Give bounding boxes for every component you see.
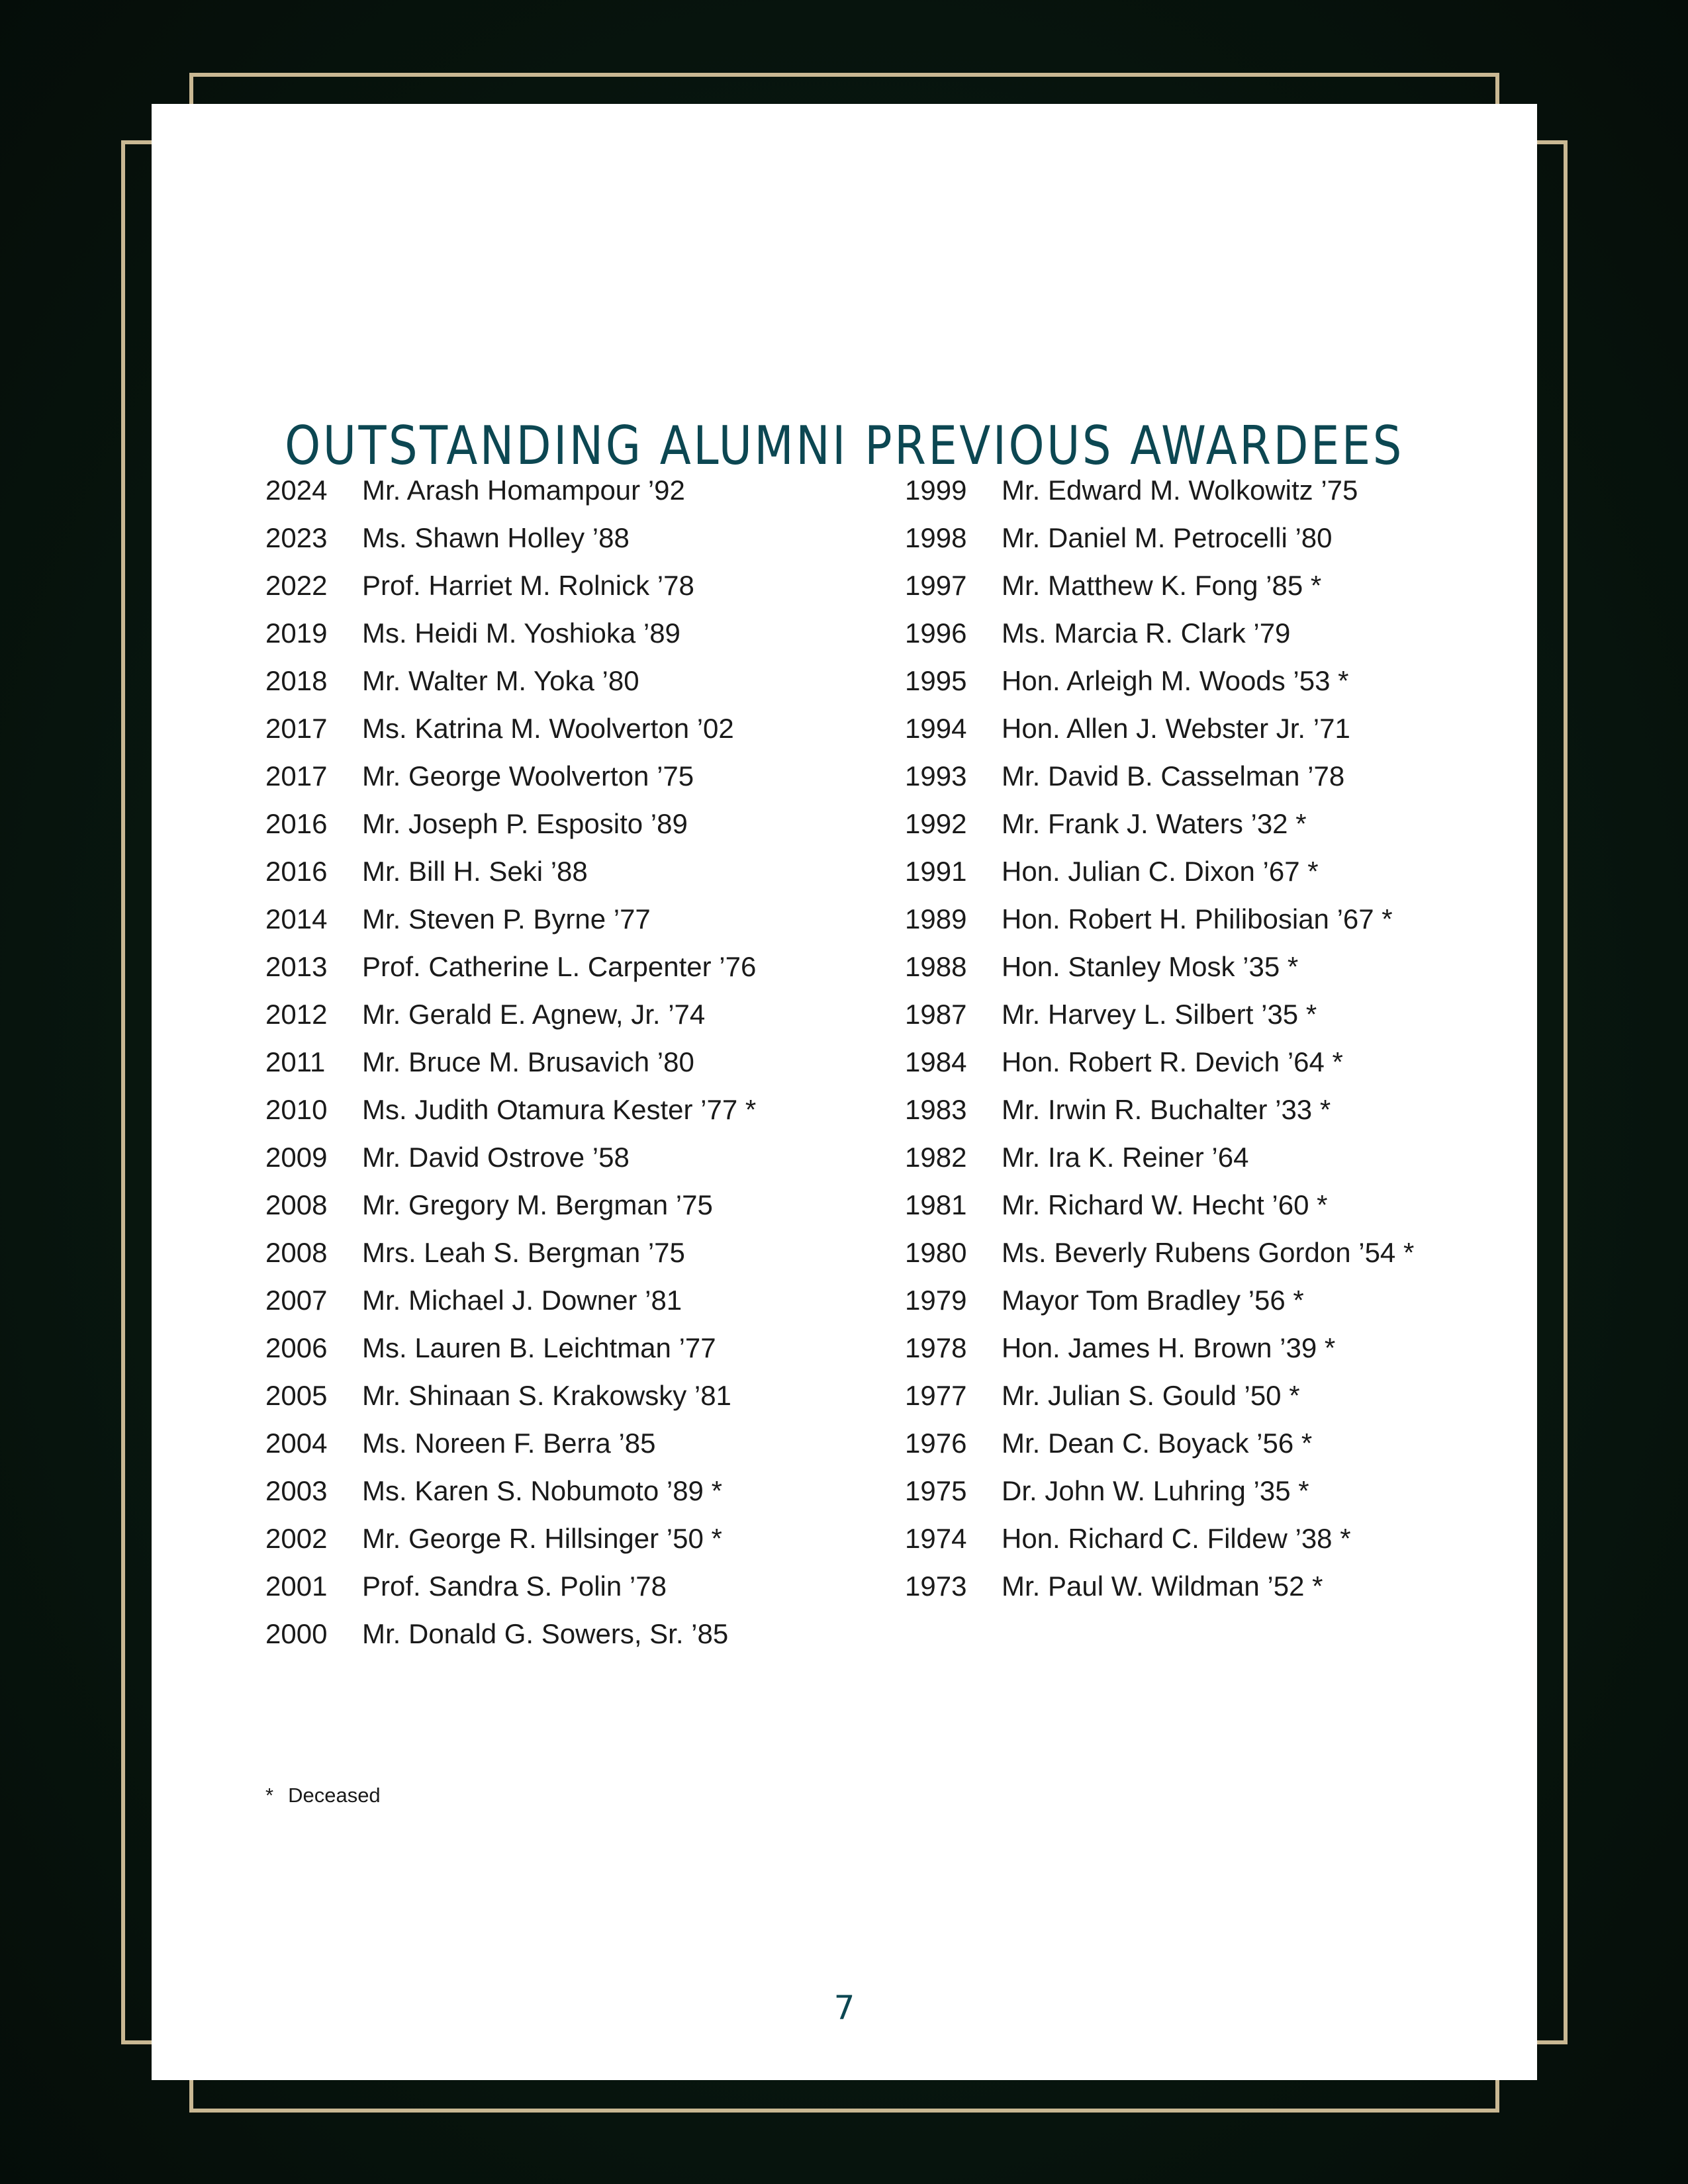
awardee-name: Hon. Stanley Mosk ’35 *	[1002, 951, 1299, 982]
award-year: 2012	[265, 999, 328, 1030]
awardee-name: Ms. Beverly Rubens Gordon ’54 *	[1002, 1237, 1415, 1268]
awardee-row	[905, 705, 1414, 752]
awardee-name: Mr. Walter M. Yoka ’80	[362, 665, 639, 696]
awardee-name: Mr. Frank J. Waters ’32 *	[1002, 808, 1307, 839]
awardee-row	[905, 1467, 1414, 1515]
award-year: 1987	[905, 999, 967, 1030]
award-year: 2007	[265, 1285, 328, 1316]
awardee-row	[265, 1134, 756, 1181]
award-year: 1988	[905, 951, 967, 982]
deceased-legend	[265, 1784, 381, 1807]
awardee-name: Mr. Arash Homampour ’92	[362, 475, 685, 506]
awardee-row	[905, 562, 1414, 610]
awardee-name: Mr. Michael J. Downer ’81	[362, 1285, 682, 1316]
award-year: 2019	[265, 617, 328, 649]
legend-text: Deceased	[288, 1784, 381, 1807]
awardee-name: Mr. Dean C. Boyack ’56 *	[1002, 1428, 1313, 1459]
awardee-name: Ms. Heidi M. Yoshioka ’89	[362, 617, 680, 649]
awardee-name: Mr. George R. Hillsinger ’50 *	[362, 1523, 722, 1554]
awardee-row	[905, 848, 1414, 895]
awardee-row	[265, 1467, 756, 1515]
award-year: 2017	[265, 713, 328, 744]
awardee-row	[905, 800, 1414, 848]
awardee-row	[905, 1372, 1414, 1420]
award-year: 2008	[265, 1189, 328, 1220]
awardee-name: Ms. Judith Otamura Kester ’77 *	[362, 1094, 757, 1125]
award-year: 1993	[905, 760, 967, 792]
awardees-list-right	[905, 467, 1414, 1610]
awardee-name: Ms. Karen S. Nobumoto ’89 *	[362, 1475, 722, 1506]
award-year: 2017	[265, 760, 328, 792]
awardee-name: Mr. Ira K. Reiner ’64	[1002, 1142, 1249, 1173]
award-year: 1994	[905, 713, 967, 744]
awardee-row	[265, 1229, 756, 1277]
award-year: 2011	[265, 1046, 326, 1077]
award-year: 2024	[265, 475, 328, 506]
award-year: 2016	[265, 808, 328, 839]
awardee-row	[905, 1420, 1414, 1467]
awardee-row	[265, 800, 756, 848]
awardee-name: Mr. Julian S. Gould ’50 *	[1002, 1380, 1300, 1411]
awardee-name: Ms. Noreen F. Berra ’85	[362, 1428, 656, 1459]
award-year: 1982	[905, 1142, 967, 1173]
award-year: 1977	[905, 1380, 967, 1411]
awardee-name: Dr. John W. Luhring ’35 *	[1002, 1475, 1309, 1506]
awardee-row	[265, 1038, 756, 1086]
award-year: 2014	[265, 903, 328, 934]
awardee-name: Mr. Donald G. Sowers, Sr. ’85	[362, 1618, 729, 1649]
awardee-name: Hon. Arleigh M. Woods ’53 *	[1002, 665, 1349, 696]
award-year: 1973	[905, 1570, 967, 1602]
awardee-row	[905, 1134, 1414, 1181]
page-number: 7	[833, 1989, 855, 2027]
awardee-name: Mr. George Woolverton ’75	[362, 760, 694, 792]
awardee-row	[265, 610, 756, 657]
award-year: 1978	[905, 1332, 967, 1363]
award-year: 1981	[905, 1189, 967, 1220]
awardee-row	[905, 467, 1414, 514]
awardee-name: Mr. Steven P. Byrne ’77	[362, 903, 651, 934]
award-year: 1975	[905, 1475, 967, 1506]
awardee-name: Mr. Paul W. Wildman ’52 *	[1002, 1570, 1323, 1602]
awardee-name: Ms. Shawn Holley ’88	[362, 522, 630, 553]
awardee-name: Mr. Bruce M. Brusavich ’80	[362, 1046, 694, 1077]
awardee-row	[905, 895, 1414, 943]
awardee-name: Ms. Lauren B. Leichtman ’77	[362, 1332, 716, 1363]
awardee-row	[905, 514, 1414, 562]
awardee-name: Hon. Robert R. Devich ’64 *	[1002, 1046, 1343, 1077]
award-year: 2018	[265, 665, 328, 696]
awardee-row	[905, 610, 1414, 657]
award-year: 2023	[265, 522, 328, 553]
awardee-row	[265, 514, 756, 562]
awardee-row	[905, 1086, 1414, 1134]
awardee-row	[265, 752, 756, 800]
award-year: 1996	[905, 617, 967, 649]
award-year: 1991	[905, 856, 967, 887]
award-year: 2008	[265, 1237, 328, 1268]
awardee-row	[265, 895, 756, 943]
awardee-name: Hon. Julian C. Dixon ’67 *	[1002, 856, 1319, 887]
awardee-name: Ms. Katrina M. Woolverton ’02	[362, 713, 734, 744]
awardees-list-left	[265, 467, 756, 1658]
awardee-row	[905, 1181, 1414, 1229]
awardee-name: Mr. David B. Casselman ’78	[1002, 760, 1345, 792]
awardee-name: Mayor Tom Bradley ’56 *	[1002, 1285, 1304, 1316]
award-year: 2009	[265, 1142, 328, 1173]
awardee-name: Mr. Daniel M. Petrocelli ’80	[1002, 522, 1333, 553]
award-year: 2000	[265, 1618, 328, 1649]
awardee-row	[905, 1324, 1414, 1372]
awardee-row	[265, 1610, 756, 1658]
awardee-row	[905, 1563, 1414, 1610]
award-year: 2001	[265, 1570, 328, 1602]
page-title: OUTSTANDING ALUMNI PREVIOUS AWARDEES	[285, 415, 1404, 477]
awardee-row	[265, 1563, 756, 1610]
awardee-name: Mr. David Ostrove ’58	[362, 1142, 630, 1173]
awardee-name: Mr. Joseph P. Esposito ’89	[362, 808, 688, 839]
award-year: 1983	[905, 1094, 967, 1125]
awardee-row	[905, 1515, 1414, 1563]
awardee-name: Mr. Irwin R. Buchalter ’33 *	[1002, 1094, 1331, 1125]
award-year: 2013	[265, 951, 328, 982]
awardee-name: Mr. Edward M. Wolkowitz ’75	[1002, 475, 1358, 506]
awardee-row	[905, 1229, 1414, 1277]
award-year: 2010	[265, 1094, 328, 1125]
awardee-name: Ms. Marcia R. Clark ’79	[1002, 617, 1291, 649]
awardee-name: Mr. Gerald E. Agnew, Jr. ’74	[362, 999, 706, 1030]
award-year: 1976	[905, 1428, 967, 1459]
award-year: 1980	[905, 1237, 967, 1268]
awardee-name: Mr. Gregory M. Bergman ’75	[362, 1189, 713, 1220]
awardee-row	[265, 991, 756, 1038]
awardee-name: Hon. Robert H. Philibosian ’67 *	[1002, 903, 1393, 934]
awardee-name: Hon. Allen J. Webster Jr. ’71	[1002, 713, 1350, 744]
awardee-name: Prof. Catherine L. Carpenter ’76	[362, 951, 757, 982]
awardee-row	[905, 752, 1414, 800]
awardee-row	[265, 657, 756, 705]
awardee-row	[265, 1372, 756, 1420]
award-year: 2002	[265, 1523, 328, 1554]
award-year: 1984	[905, 1046, 967, 1077]
award-year: 2004	[265, 1428, 328, 1459]
awardee-name: Prof. Harriet M. Rolnick ’78	[362, 570, 694, 601]
award-year: 2022	[265, 570, 328, 601]
awardee-name: Prof. Sandra S. Polin ’78	[362, 1570, 667, 1602]
award-year: 2016	[265, 856, 328, 887]
award-year: 1989	[905, 903, 967, 934]
awardee-row	[265, 1277, 756, 1324]
awardee-row	[265, 1181, 756, 1229]
awardee-row	[905, 991, 1414, 1038]
award-year: 1999	[905, 475, 967, 506]
award-year: 1974	[905, 1523, 967, 1554]
awardee-row	[905, 943, 1414, 991]
award-year: 1979	[905, 1285, 967, 1316]
awardee-row	[265, 1086, 756, 1134]
awardee-name: Mr. Harvey L. Silbert ’35 *	[1002, 999, 1317, 1030]
award-year: 2006	[265, 1332, 328, 1363]
awardee-row	[265, 1420, 756, 1467]
awardee-row	[265, 467, 756, 514]
awardee-name: Mr. Richard W. Hecht ’60 *	[1002, 1189, 1328, 1220]
awardee-name: Mr. Bill H. Seki ’88	[362, 856, 588, 887]
awardee-row	[265, 1515, 756, 1563]
award-year: 1992	[905, 808, 967, 839]
awardee-row	[265, 848, 756, 895]
document-page	[152, 104, 1537, 2080]
legend-symbol: *	[265, 1784, 274, 1807]
award-year: 1998	[905, 522, 967, 553]
awardee-row	[265, 562, 756, 610]
awardee-name: Hon. James H. Brown ’39 *	[1002, 1332, 1336, 1363]
awardee-row	[265, 705, 756, 752]
awardee-name: Hon. Richard C. Fildew ’38 *	[1002, 1523, 1351, 1554]
award-year: 2003	[265, 1475, 328, 1506]
awardee-row	[905, 1277, 1414, 1324]
awardee-name: Mr. Shinaan S. Krakowsky ’81	[362, 1380, 731, 1411]
awardee-row	[905, 657, 1414, 705]
award-year: 1997	[905, 570, 967, 601]
awardee-row	[905, 1038, 1414, 1086]
awardee-row	[265, 943, 756, 991]
awardee-name: Mrs. Leah S. Bergman ’75	[362, 1237, 685, 1268]
awardee-name: Mr. Matthew K. Fong ’85 *	[1002, 570, 1322, 601]
awardee-row	[265, 1324, 756, 1372]
award-year: 1995	[905, 665, 967, 696]
award-year: 2005	[265, 1380, 328, 1411]
